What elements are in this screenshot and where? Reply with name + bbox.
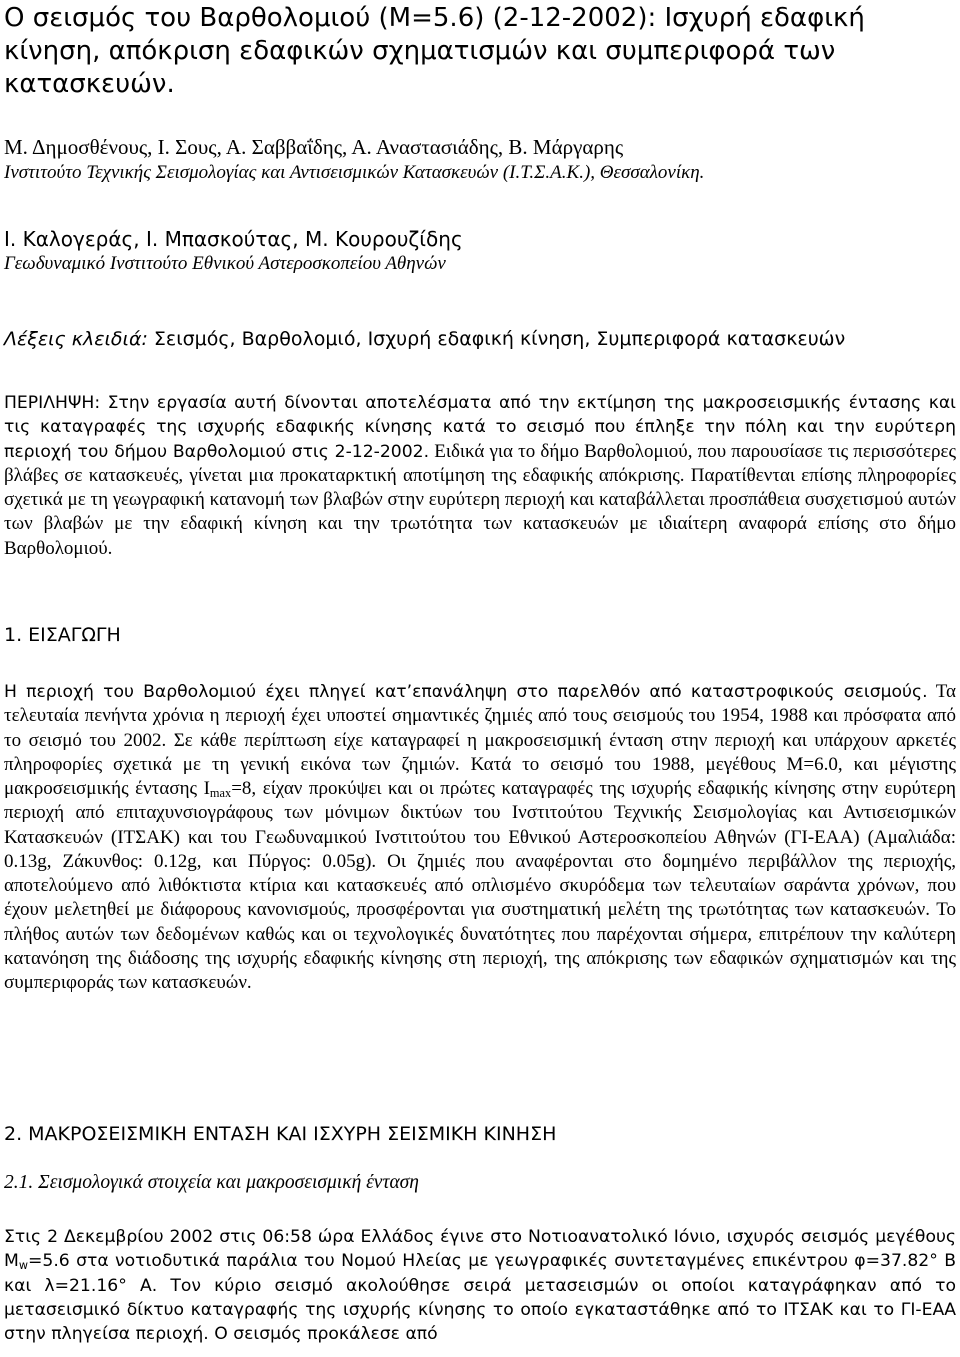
- intro-intensity-subscript: max: [209, 786, 232, 800]
- abstract-part-3: Παρατίθενται επίσης πληροφορίες σχετικά με τη γεωγραφική κατανομή των βλαβών στην ευρύτερη περιοχή και καταβάλλεται προσπάθεια συσχετισμού αυτών των βλαβών με την εδαφική κίνηση και την τρωτότητα των κατασκευών με ιδιαίτερη αναφορά επίσης στο δήμο Βαρθολομιού.: [4, 464, 957, 559]
- intro-intensity-text-cont: =8, είχαν προκύψει και οι πρώτες καταγραφές της ισχυρής εδαφικής κίνησης στην ευρύτερη περιοχή από επιταχυνσιογράφους των μόνιμων δικτύων του Ινστιτούτου Τεχνικής Σεισμολογίας και Αντισεισμικών Κατασκευών (ΙΤΣΑΚ) και του Γεωδυναμικού Ινστιτούτου του Εθνικού Αστεροσκοπείου Αθηνών (ΓΙ-ΕΑΑ) (Αμαλιάδα: 0.13g, Ζάκυνθος: 0.12g, και Πύργος: 0.05g).: [4, 778, 956, 872]
- seismo-sentence-1-cont: =5.6 στα νοτιοδυτικά παράλια του Νομού Ηλείας με γεωγραφικές συντεταγμένες επικέντρου φ=37.82° Β και λ=21.16° Α.: [4, 1251, 956, 1296]
- seismo-magnitude-subscript: w: [18, 1259, 28, 1273]
- section-heading-macroseismic: 2. ΜΑΚΡΟΣΕΙΣΜΙΚΗ ΕΝΤΑΣΗ ΚΑΙ ΙΣΧΥΡΗ ΣΕΙΣΜΙΚΗ ΚΙΝΗΣΗ: [4, 1123, 557, 1145]
- abstract: [4, 391, 956, 561]
- keywords-text: Σεισμός, Βαρθολομιό, Ισχυρή εδαφική κίνηση, Συμπεριφορά κατασκευών: [147, 328, 846, 350]
- paper-title: Ο σεισμός του Βαρθολομιού (Μ=5.6) (2-12-2002): Ισχυρή εδαφική κίνηση, απόκριση εδαφικών σχηματισμών και συμπεριφορά των κατασκευών.: [4, 3, 865, 99]
- seismo-sentence-3: Ο σεισμός προκάλεσε από: [208, 1324, 438, 1344]
- subsection-heading-seismological-data: 2.1. Σεισμολογικά στοιχεία και μακροσεισμική ένταση: [4, 1172, 419, 1193]
- author-list-2: Ι. Καλογεράς, Ι. Μπασκούτας, Μ. Κουρουζίδης: [4, 227, 463, 251]
- seismo-sentence-2: Τον κύριο σεισμό ακολούθησε σειρά μετασεισμών οι οποίοι καταγράφηκαν από το μετασεισμικό δίκτυο καταγραφής της ισχυρής κίνησης το οποίο εγκαταστάθηκε από το ΙΤΣΑΚ και το ΓΙ-ΕΑΑ στην πληγείσα περιοχή.: [4, 1275, 956, 1344]
- keywords: [4, 327, 845, 351]
- intro-sentence-6: Το πλήθος αυτών των δεδομένων καθώς και οι τεχνολογικές δυνατότητες που παρέχονται σήμερα, επιτρέπουν την καλύτερη κατανόηση της διάδοσης της ισχυρής εδαφικής κίνησης στη περιοχή, της απόκρισης των εδαφικών σχηματισμών και της συμπεριφοράς των κατασκευών.: [4, 899, 956, 993]
- abstract-part-1: ΠΕΡΙΛΗΨΗ: Στην εργασία αυτή δίνονται αποτελέσματα από την εκτίμηση της μακροσεισμικής έντασης και τις καταγραφές της ισχυρής εδαφικής κίνησης κατά το σεισμό που έπληξε την πόλη και την ευρύτερη περιοχή του δήμου Βαρθολομιού στις 2-12-2002.: [4, 393, 956, 462]
- author-list-1: Μ. Δημοσθένους, Ι. Σους, Α. Σαββαΐδης, Α. Αναστασιάδης, Β. Μάργαρης: [4, 135, 624, 159]
- intro-sentence-1: Η περιοχή του Βαρθολομιού έχει πληγεί κατ’επανάληψη στο παρελθόν από καταστροφικούς σεισμούς.: [4, 682, 928, 702]
- abstract-part-2: Ειδικά για το δήμο Βαρθολομιού, που παρουσίασε τις περισσότερες βλάβες σε κατασκευές, γίνεται μια προκαταρκτική αποτίμηση της εδαφικής απόκρισης.: [4, 440, 956, 486]
- affiliation-1: Ινστιτούτο Τεχνικής Σεισμολογίας και Αντισεισμικών Κατασκευών (Ι.Τ.Σ.Α.Κ.), Θεσσαλονίκη.: [4, 162, 705, 183]
- intro-intensity-text: Κατά το σεισμό του 1988, μεγέθους Μ=6.0, και μέγιστης μακροσεισμικής έντασης I: [4, 753, 957, 799]
- intro-sentence-5: Οι ζημιές που αναφέρονται στο δομημένο περιβάλλον της περιοχής, αποτελούμενο από λιθόκτιστα κτίρια και κατασκευές από οπλισμένο σκυρόδεμα των τελευταίων σαράντα χρόνων, που έχουν μελετηθεί με διάφορους κανονισμούς, προσφέρονται για συστηματική μελέτη της τρωτότητας των κατασκευών.: [4, 850, 956, 921]
- introduction-paragraph: [4, 680, 956, 995]
- section-heading-introduction: 1. ΕΙΣΑΓΩΓΗ: [4, 624, 121, 646]
- seismo-sentence-1: Στις 2 Δεκεμβρίου 2002 στις 06:58 ώρα Ελλάδος έγινε στο Νοτιοανατολικό Ιόνιο, ισχυρός σεισμός μεγέθους M: [4, 1227, 956, 1272]
- intro-sentence-3: Σε κάθε περίπτωση είχε καταγραφεί η μακροσεισμική ένταση στην περιοχή και υπάρχουν αρκετές πληροφορίες σχετικά με τη γενική εικόνα των ζημιών.: [4, 729, 956, 775]
- seismological-data-paragraph: [4, 1225, 956, 1346]
- keywords-label: Λέξεις κλειδιά:: [4, 328, 148, 350]
- intro-sentence-2: Τα τελευταία πενήντα χρόνια η περιοχή έχει υποστεί σημαντικές ζημιές από τους σεισμούς του 1954, 1988 και πρόσφατα από το σεισμό του 2002.: [4, 681, 956, 751]
- affiliation-2: Γεωδυναμικό Ινστιτούτο Εθνικού Αστεροσκοπείου Αθηνών: [4, 253, 446, 274]
